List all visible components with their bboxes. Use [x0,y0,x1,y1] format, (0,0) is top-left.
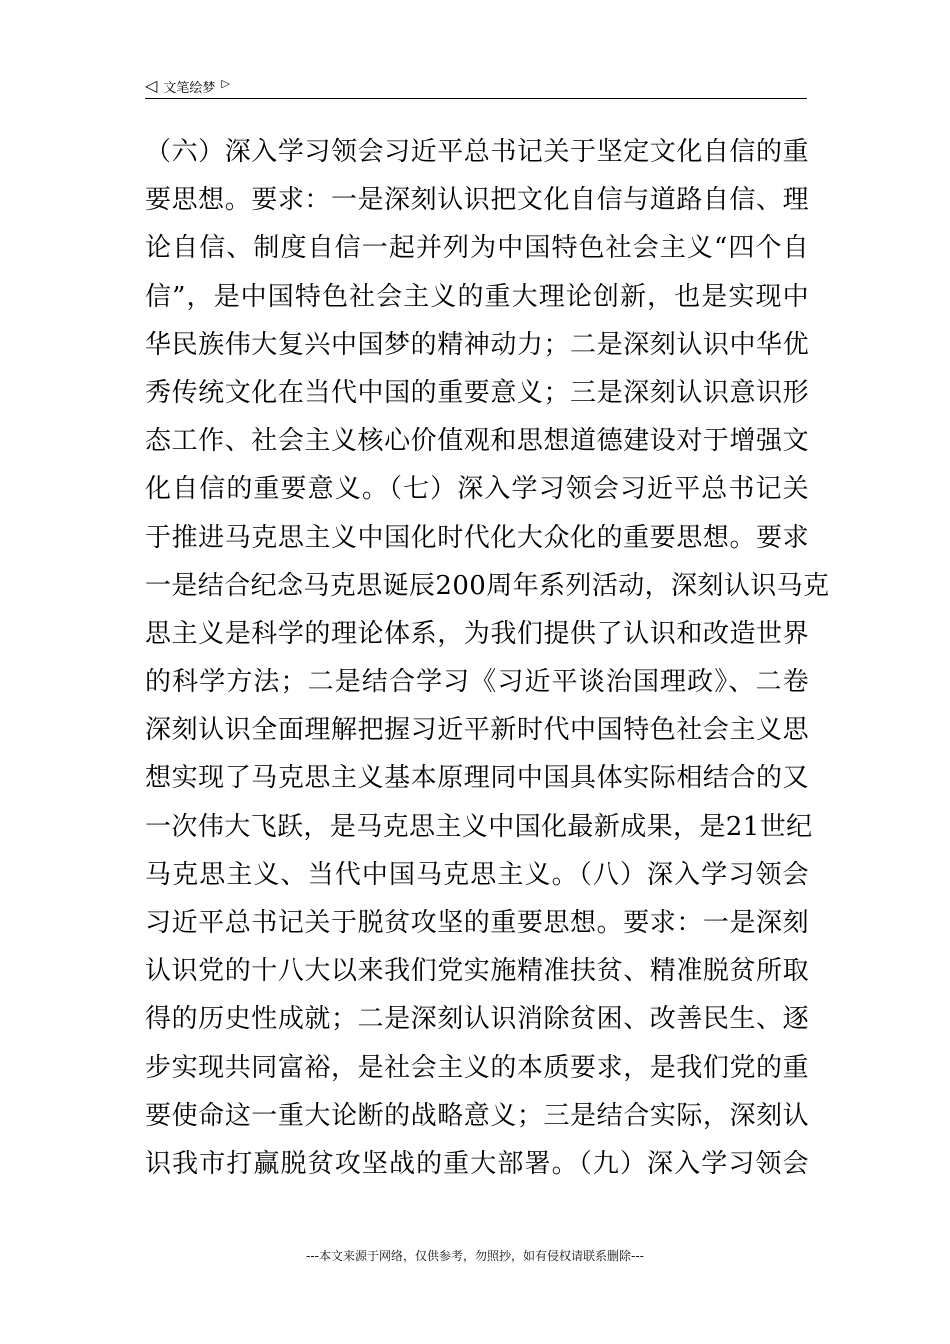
body-line: 步实现共同富裕，是社会主义的本质要求，是我们党的重 [145,1052,809,1083]
page-header [145,74,807,99]
body-line: 一次伟大飞跃，是马克思主义中国化最新成果，是21世纪 [145,811,813,842]
body-line: 要使命这一重大论断的战略意义；三是结合实际，深刻认 [145,1100,809,1131]
body-line: （六）深入学习领会习近平总书记关于坚定文化自信的重 [145,137,809,167]
body-line: 深刻认识全面理解把握习近平新时代中国特色社会主义思 [145,715,809,746]
body-line: 要思想。要求：一是深刻认识把文化自信与道路自信、理 [145,185,809,216]
body-line: 一是结合纪念马克思诞辰200周年系列活动，深刻认识马克 [145,570,830,601]
right-triangle-icon: ▷ [221,76,230,90]
footer-disclaimer: ---本文来源于网络，仅供参考，勿照抄，如有侵权请联系删除--- [306,1249,644,1263]
body-line: 得的历史性成就；二是深刻认识消除贫困、改善民生、逐 [145,1004,809,1035]
header-title: 文笔绘梦 [163,80,216,96]
body-line: 想实现了马克思主义基本原理同中国具体实际相结合的又 [145,763,809,794]
body-line: 论自信、制度自信一起并列为中国特色社会主义“四个自 [145,233,809,264]
body-line: 认识党的十八大以来我们党实施精准扶贫、精准脱贫所取 [145,956,809,987]
body-line: 识我市打赢脱贫攻坚战的重大部署。（九）深入学习领会 [145,1148,809,1179]
body-line: 习近平总书记关于脱贫攻坚的重要思想。要求：一是深刻 [145,908,809,938]
body-line: 华民族伟大复兴中国梦的精神动力；二是深刻认识中华优 [145,329,809,360]
document-body [145,128,830,1188]
body-line: 化自信的重要意义。（七）深入学习领会习近平总书记关 [145,474,809,505]
body-line: 于推进马克思主义中国化时代化大众化的重要思想。要求 [145,522,809,553]
left-triangle-icon: ◁ [145,76,158,95]
body-line: 信”，是中国特色社会主义的重大理论创新，也是实现中 [145,281,809,312]
body-line: 的科学方法；二是结合学习《习近平谈治国理政》、二卷 [145,667,809,698]
body-line: 秀传统文化在当代中国的重要意义；三是深刻认识意识形 [145,377,809,408]
body-line: 态工作、社会主义核心价值观和思想道德建设对于增强文 [145,426,809,457]
body-line: 思主义是科学的理论体系，为我们提供了认识和改造世界 [145,618,809,649]
body-line: 马克思主义、当代中国马克思主义。（八）深入学习领会 [145,859,809,890]
